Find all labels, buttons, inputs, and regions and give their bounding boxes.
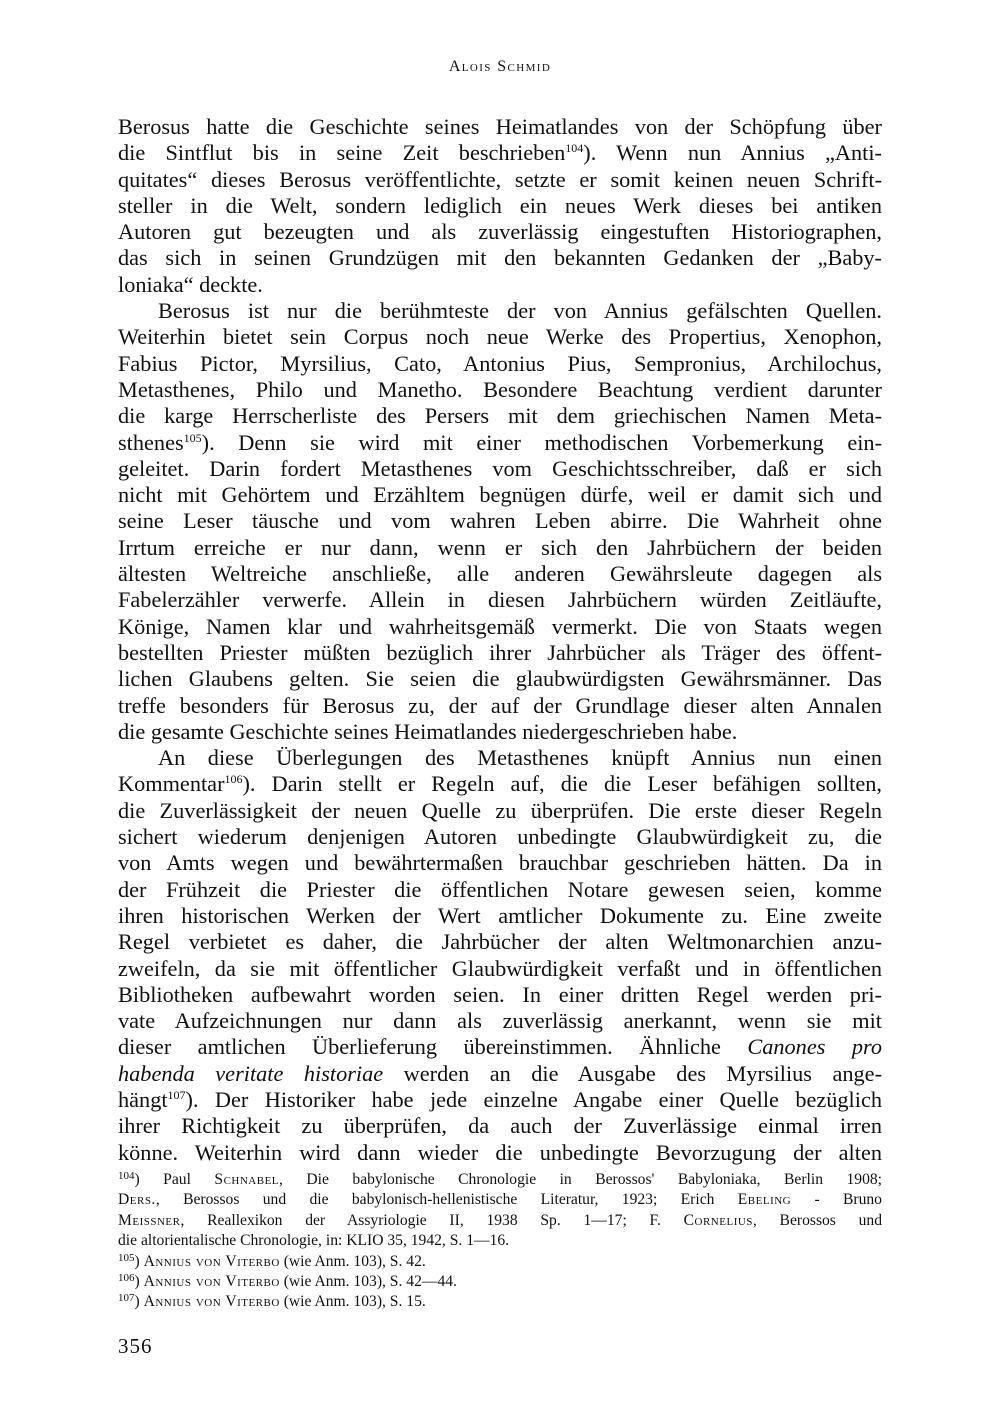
text-line: von Amts wegen und bewährtermaßen brauchbar geschrieben hätten. Da in xyxy=(118,850,882,876)
text-line: lichen Glaubens gelten. Sie seien die glaubwürdigsten Gewährsmänner. Das xyxy=(118,666,882,692)
text-line: An diese Überlegungen des Metasthenes knüpft Annius nun einen xyxy=(158,745,882,771)
text-line: sthenes$^{105}$). Denn sie wird mit einer methodischen Vorbemerkung ein- xyxy=(118,429,882,455)
footnote-line: Meissner, Reallexikon der Assyriologie II, 1938 Sp. 1—17; F. Cornelius, Berossos und xyxy=(118,1211,883,1229)
footnote-ref-106[interactable]: 106 xyxy=(224,772,243,787)
footnote-106 xyxy=(118,1272,882,1292)
text-line: zweifeln, da sie mit öffentlicher Glaubwürdigkeit verfaßt und in öffentlichen xyxy=(118,955,882,981)
footnote-line: $^{107}$) Annius von Viterbo (wie Anm. 103), S. 15. xyxy=(118,1292,426,1311)
paragraph-3 xyxy=(118,745,882,1166)
text-line: treffe besonders für Berosus zu, der auf der Grundlage dieser alten Annalen xyxy=(118,692,882,718)
author-name: Meissner xyxy=(118,1211,181,1229)
text-line: Berosus hatte die Geschichte seines Heimatlandes von der Schöpfung über xyxy=(118,114,882,139)
text-line: die Sintflut bis in seine Zeit beschrieben$^{104}$). Wenn nun Annius „Anti- xyxy=(118,140,882,166)
text-line: bestellten Priester müßten bezüglich ihrer Jahrbücher als Träger des öffent- xyxy=(118,639,882,665)
author-name: Ders. xyxy=(118,1191,156,1209)
text-line: Berosus ist nur die berühmteste der von Annius gefälschten Quellen. xyxy=(158,298,882,324)
footnote-107 xyxy=(118,1292,882,1312)
footnote-line: $^{104}$) Paul Schnabel, Die babylonische Chronologie in Berossos' Babyloniaka, Berlin 1908; xyxy=(118,1170,882,1188)
text-line: nicht mit Gehörtem und Erzähltem begnügen dürfe, weil er damit sich und xyxy=(118,482,882,508)
footnote-line: Ders., Berossos und die babylonisch-hellenistische Literatur, 1923; Erich Ebeling - Bruno xyxy=(118,1191,882,1209)
running-header xyxy=(118,58,882,76)
text-line: Weiterhin bietet sein Corpus noch neue Werke des Propertius, Xenophon, xyxy=(118,324,882,350)
paragraph-1 xyxy=(118,114,882,298)
text-line: Bibliotheken aufbewahrt worden seien. In einer dritten Regel werden pri- xyxy=(118,981,882,1007)
text-line: hängt$^{107}$). Der Historiker habe jede einzelne Angabe einer Quelle bezüglich xyxy=(118,1086,882,1112)
text-line: seine Leser täusche und vom wahren Leben abirre. Die Wahrheit ohne xyxy=(118,508,882,534)
text-line: die Zuverlässigkeit der neuen Quelle zu überprüfen. Die erste dieser Regeln xyxy=(118,797,882,823)
text-line: dieser amtlichen Überlieferung übereinstimmen. Ähnliche Canones pro xyxy=(118,1034,882,1060)
text-line: Metasthenes, Philo und Manetho. Besondere Beachtung verdient darunter xyxy=(118,376,882,402)
author-name: Ebeling xyxy=(737,1191,792,1209)
footnote-line: $^{105}$) Annius von Viterbo (wie Anm. 103), S. 42. xyxy=(118,1251,426,1270)
footnote-number: 105 xyxy=(118,1251,135,1264)
text-line: Kommentar$^{106}$). Darin stellt er Regeln auf, die die Leser befähigen sollten, xyxy=(118,771,882,797)
text-line: geleitet. Darin fordert Metasthenes vom Geschichtsschreiber, daß er sich xyxy=(118,455,882,481)
footnotes xyxy=(118,1170,882,1313)
author-name: Cornelius xyxy=(683,1211,753,1229)
text-line: sichert wiederum denjenigen Autoren unbedingte Glaubwürdigkeit zu, die xyxy=(118,824,882,850)
text-line: ihren historischen Werken der Wert amtlicher Dokumente zu. Eine zweite xyxy=(118,902,882,928)
text-line: Könige, Namen klar und wahrheitsgemäß vermerkt. Die von Staats wegen xyxy=(118,613,882,639)
text-line: habenda veritate historiae werden an die Ausgabe des Myrsilius ange- xyxy=(118,1060,882,1086)
footnote-ref-104[interactable]: 104 xyxy=(565,141,584,156)
text-line: der Frühzeit die Priester die öffentlichen Notare gewesen seien, komme xyxy=(118,876,882,902)
text-line: die karge Herrscherliste des Persers mit dem griechischen Namen Meta- xyxy=(118,403,882,429)
footnote-ref-107[interactable]: 107 xyxy=(167,1087,186,1102)
footnote-104 xyxy=(118,1170,882,1252)
latin-title: habenda veritate historiae xyxy=(118,1060,384,1086)
author-name: Annius von Viterbo xyxy=(143,1252,280,1270)
footnote-number: 104 xyxy=(118,1170,135,1182)
text-line: ältesten Weltreiche anschließe, alle anderen Gewährsleute dagegen als xyxy=(118,561,882,587)
footnote-line: die altorientalische Chronologie, in: KLIO 35, 1942, S. 1—16. xyxy=(118,1232,510,1250)
text-line: Fabelerzähler verwerfe. Allein in diesen Jahrbüchern würden Zeitläufte, xyxy=(118,587,882,613)
text-line: quitates“ dieses Berosus veröffentlichte, setzte er somit keinen neuen Schrift- xyxy=(118,166,882,192)
footnote-ref-105[interactable]: 105 xyxy=(183,430,202,445)
text-line: ihrer Richtigkeit zu überprüfen, da auch der Zuverlässige einmal irren xyxy=(118,1113,882,1139)
text-line: könne. Weiterhin wird dann wieder die unbedingte Bevorzugung der alten xyxy=(118,1139,882,1165)
running-title: Alois Schmid xyxy=(448,58,552,75)
text-line: die gesamte Geschichte seines Heimatlandes niedergeschrieben habe. xyxy=(118,718,738,744)
author-name: Annius von Viterbo xyxy=(143,1293,280,1311)
main-text xyxy=(118,114,882,1166)
author-name: Schnabel xyxy=(214,1171,280,1188)
text-line: Irrtum erreiche er nur dann, wenn er sich den Jahrbüchern der beiden xyxy=(118,534,882,560)
latin-title: Canones pro xyxy=(747,1034,882,1060)
text-line: steller in die Welt, sondern lediglich ein neues Werk dieses bei antiken xyxy=(118,192,882,218)
paragraph-2 xyxy=(118,298,882,745)
text-line: vate Aufzeichnungen nur dann als zuverlässig anerkannt, wenn sie mit xyxy=(118,1008,882,1034)
author-name: Annius von Viterbo xyxy=(143,1272,280,1290)
text-line: Fabius Pictor, Myrsilius, Cato, Antonius Pius, Sempronius, Archilochus, xyxy=(118,350,882,376)
text-line: loniaka“ deckte. xyxy=(118,271,263,297)
footnote-number: 107 xyxy=(118,1292,135,1305)
footnote-line: $^{106}$) Annius von Viterbo (wie Anm. 103), S. 42—44. xyxy=(118,1271,457,1290)
text-line: Regel verbietet es daher, die Jahrbücher der alten Weltmonarchien anzu- xyxy=(118,929,882,955)
text-line: Autoren gut bezeugten und als zuverlässig eingestuften Historiographen, xyxy=(118,219,882,245)
footnote-105 xyxy=(118,1252,882,1272)
text-line: das sich in seinen Grundzügen mit den bekannten Gedanken der „Baby- xyxy=(118,245,882,271)
footnote-number: 106 xyxy=(118,1271,135,1284)
page-number: 356 xyxy=(118,1334,153,1358)
